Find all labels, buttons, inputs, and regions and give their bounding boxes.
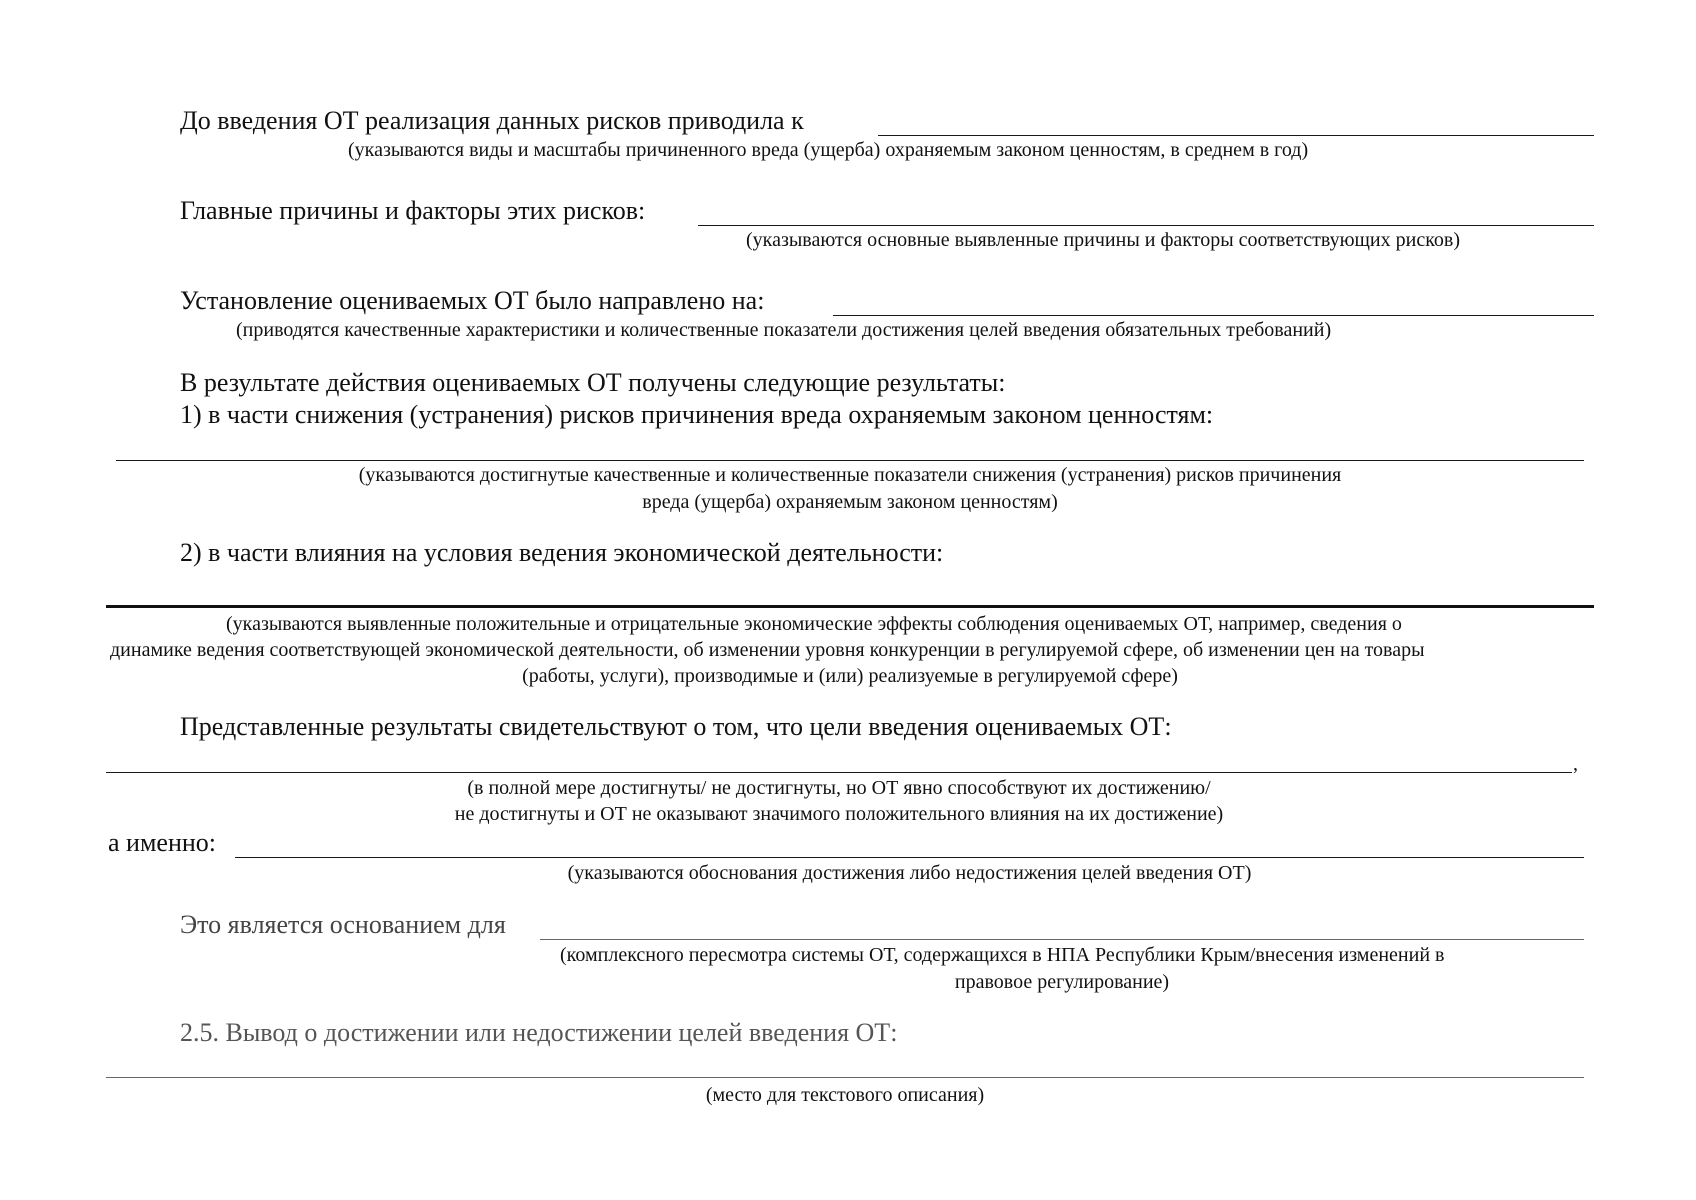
fill-line-section-2-5 [106, 1077, 1584, 1078]
text-namely: а именно: [108, 828, 216, 857]
note-main-causes: (указываются основные выявленные причины и факторы соответствующих рисков) [746, 229, 1461, 251]
note-basis-for-line-2: правовое регулирование) [954, 971, 1170, 993]
fill-line-basis-for [540, 939, 1584, 940]
note-results-item-2-line-1: (указываются выявленные положительные и отрицательные экономические эффекты соблюдения оцениваемых ОТ, например, сведения о [226, 613, 1402, 635]
text-results-item-2: 2) в части влияния на условия ведения экономической деятельности: [180, 538, 944, 567]
note-harm-types: (указываются виды и масштабы причиненного вреда (ущерба) охраняемым законом ценностям, в среднем в год) [348, 139, 1309, 161]
fill-line-results-item-2 [106, 605, 1594, 608]
note-results-item-2-line-3: (работы, услуги), производимые и (или) реализуемые в регулируемой сфере) [522, 665, 1178, 687]
note-aimed-at: (приводятся качественные характеристики и количественные показатели достижения целей введения обязательных требований) [236, 319, 1332, 341]
note-results-item-2-line-2: динамике ведения соответствующей экономической деятельности, об изменении уровня конкуренции в регулируемой сфере, об изменении цен на товары [110, 639, 1425, 661]
note-namely: (указываются обоснования достижения либо недостижения целей введения ОТ) [567, 862, 1252, 884]
fill-line-results-item-1 [116, 460, 1584, 461]
text-goals-conclusion: Представленные результаты свидетельствуют о том, что цели введения оцениваемых ОТ: [180, 712, 1172, 741]
text-line-aimed-at: Установление оцениваемых ОТ было направлено на: [180, 286, 765, 315]
text-results-item-1: 1) в части снижения (устранения) рисков причинения вреда охраняемым законом ценностям: [180, 400, 1214, 429]
note-section-2-5: (место для текстового описания) [705, 1084, 985, 1106]
fill-line-aimed-at [833, 315, 1594, 316]
note-basis-for-line-1: (комплексного пересмотра системы ОТ, содержащихся в НПА Республики Крым/внесения изменений в [560, 944, 1445, 966]
note-results-item-1-line-2: вреда (ущерба) охраняемым законом ценностям) [642, 491, 1058, 513]
comma-mark: , [1573, 753, 1578, 775]
heading-section-2-5: 2.5. Вывод о достижении или недостижении целей введения ОТ: [180, 1018, 898, 1047]
fill-line-risks-led-to [878, 135, 1594, 136]
note-goals-conclusion-line-2: не достигнуты и ОТ не оказывают значимого положительного влияния на их достижение) [454, 803, 1224, 825]
note-goals-conclusion-line-1: (в полной мере достигнуты/ не достигнуты, но ОТ явно способствуют их достижению/ [467, 777, 1211, 799]
fill-line-main-causes [698, 225, 1594, 226]
text-basis-for: Это является основанием для [180, 910, 506, 939]
text-results-intro: В результате действия оцениваемых ОТ получены следующие результаты: [180, 368, 1006, 397]
note-results-item-1-line-1: (указываются достигнутые качественные и количественные показатели снижения (устранения) рисков причинения [358, 464, 1342, 486]
fill-line-namely [235, 857, 1584, 858]
fill-line-goals-conclusion [106, 772, 1572, 773]
text-line-main-causes: Главные причины и факторы этих рисков: [180, 196, 646, 225]
text-line-risks-led-to: До введения ОТ реализация данных рисков приводила к [180, 106, 804, 135]
